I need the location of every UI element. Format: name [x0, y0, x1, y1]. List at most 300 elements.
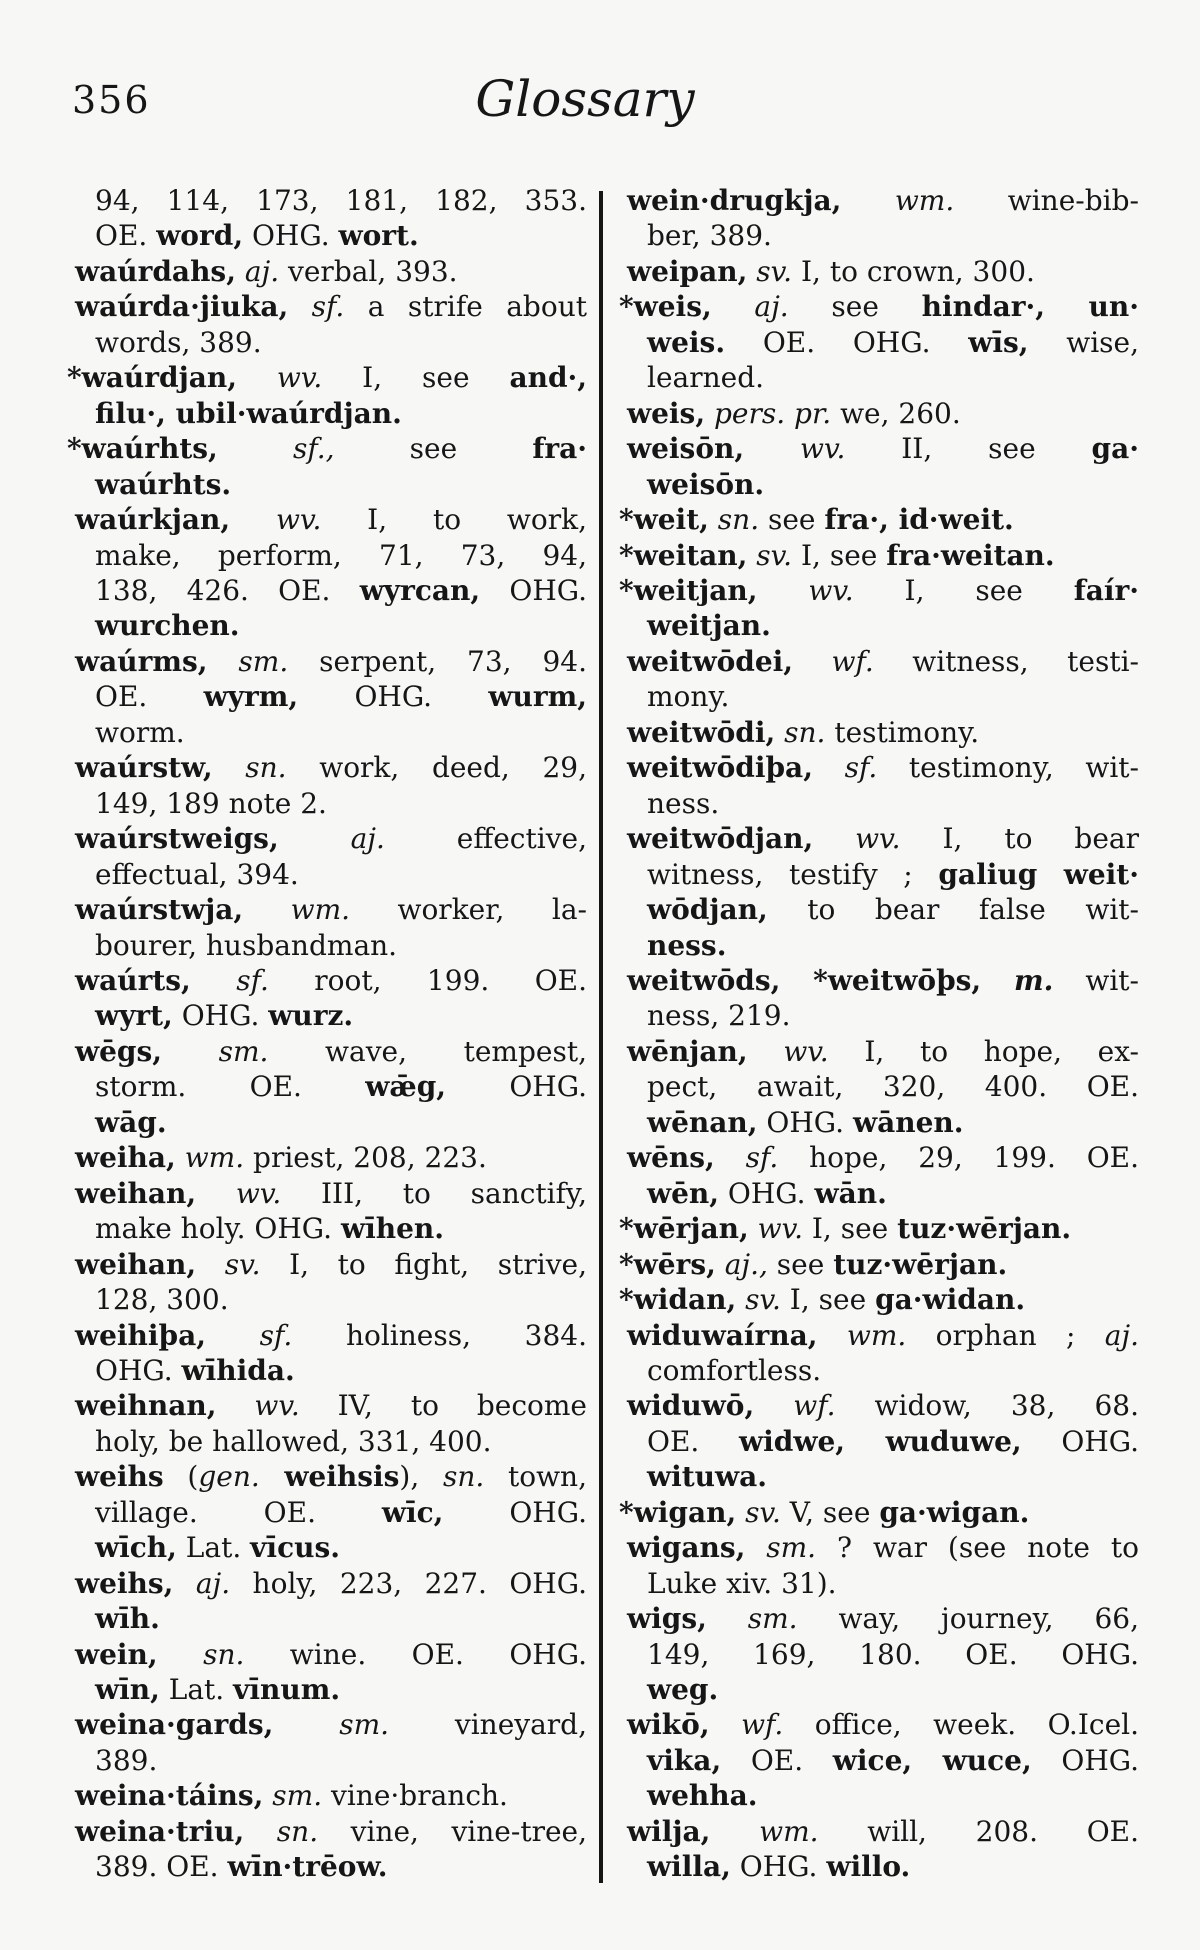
text-run: *widan,: [619, 1283, 737, 1317]
text-run: OHG.: [730, 1850, 827, 1884]
text-run: I, to crown, 300.: [792, 254, 1035, 288]
text-run: wurm,: [488, 680, 587, 714]
text-run: wort.: [338, 219, 419, 253]
glossary-line: [619, 1211, 1139, 1246]
text-run: waúrstw,: [75, 751, 213, 785]
text-run: wm.: [175, 1141, 245, 1175]
glossary-line: [627, 467, 1139, 502]
text-run: wēns,: [627, 1141, 715, 1175]
text-run: wyrm,: [203, 680, 299, 714]
glossary-line: [627, 644, 1139, 679]
text-run: weitwōdiþa,: [627, 751, 813, 785]
text-run: worker, la-: [350, 893, 587, 927]
glossary-line: [627, 218, 1139, 253]
text-run: willa,: [647, 1850, 731, 1884]
text-run: wēgs,: [75, 1034, 163, 1068]
glossary-line: [75, 183, 587, 218]
glossary-line: [627, 1637, 1139, 1672]
text-run: OE. OHG.: [725, 325, 969, 359]
glossary-line: [619, 1282, 1139, 1317]
glossary-line: [627, 1743, 1139, 1778]
text-run: I, to fight, strive,: [260, 1247, 587, 1281]
text-run: wv.: [744, 432, 846, 466]
text-run: ga·widan.: [875, 1283, 1026, 1317]
text-run: sv.: [736, 1495, 781, 1529]
glossary-line: [75, 1353, 587, 1388]
glossary-line: [75, 1459, 587, 1494]
glossary-line: [75, 998, 587, 1033]
text-run: wīch,: [95, 1531, 177, 1565]
text-run: weitwōds, *weitwōþs,: [627, 963, 982, 997]
glossary-line: [627, 892, 1139, 927]
text-run: *wērjan,: [619, 1212, 749, 1246]
text-run: wāg.: [95, 1105, 167, 1139]
text-run: holy, be hallowed, 331, 400.: [95, 1424, 492, 1458]
glossary-line: [75, 963, 587, 998]
glossary-line: [619, 1495, 1139, 1530]
text-run: weina·táins,: [75, 1779, 264, 1813]
glossary-line: [75, 1530, 587, 1565]
glossary-line: [619, 1247, 1139, 1282]
glossary-line: [627, 254, 1139, 289]
text-run: I, to work,: [321, 503, 587, 537]
text-run: weg.: [647, 1673, 719, 1707]
text-run: weihsis: [259, 1460, 400, 1494]
text-run: ga·wigan.: [879, 1495, 1030, 1529]
glossary-line: [75, 1247, 587, 1282]
text-run: hope, 29, 199. OE.: [778, 1141, 1139, 1175]
text-run: I, see: [792, 538, 887, 572]
glossary-line: [75, 502, 587, 537]
text-run: sn.: [708, 503, 760, 537]
text-run: ness, 219.: [647, 999, 791, 1033]
text-run: galiug weit·: [938, 857, 1139, 891]
page-number: 356: [72, 78, 151, 122]
text-run: waúrms,: [75, 644, 208, 678]
text-run: sm.: [745, 1531, 817, 1565]
text-run: weis,: [627, 396, 706, 430]
glossary-line: [627, 1814, 1139, 1849]
text-run: sm.: [706, 1602, 798, 1636]
text-run: wv.: [236, 361, 323, 395]
glossary-line: [75, 750, 587, 785]
text-run: IV, to become: [299, 1389, 587, 1423]
glossary-line: [75, 1282, 587, 1317]
text-run: weitwōdei,: [627, 644, 794, 678]
text-run: Lat.: [176, 1531, 251, 1565]
glossary-line: [627, 928, 1139, 963]
text-run: m.: [981, 963, 1054, 997]
text-run: tuz·wērjan.: [897, 1212, 1072, 1246]
glossary-line: [75, 1069, 587, 1104]
text-run: pect, await, 320, 400. OE.: [647, 1070, 1139, 1104]
text-run: wice, wuce,: [832, 1743, 1032, 1777]
text-run: OHG.: [243, 219, 339, 253]
glossary-line: [75, 821, 587, 856]
text-run: gen.: [198, 1460, 260, 1494]
text-run: II, see: [845, 432, 1092, 466]
text-run: wīn,: [95, 1673, 160, 1707]
text-run: wēnjan,: [627, 1034, 748, 1068]
text-run: sf.: [190, 963, 269, 997]
text-run: village. OE.: [95, 1495, 382, 1529]
text-run: vineyard,: [389, 1708, 587, 1742]
text-run: *wērs,: [619, 1247, 716, 1281]
glossary-line: [75, 1388, 587, 1423]
text-run: pers. pr.: [705, 396, 832, 430]
glossary-line: [627, 1530, 1139, 1565]
text-run: wǣg,: [365, 1070, 447, 1104]
text-run: waúrdahs,: [75, 254, 236, 288]
text-run: wōdjan,: [647, 893, 768, 927]
text-run: weihs: [75, 1460, 164, 1494]
text-run: sf.: [812, 751, 878, 785]
text-run: sv.: [747, 538, 793, 572]
text-run: office, week. O.Icel.: [783, 1708, 1139, 1742]
glossary-line: [75, 1672, 587, 1707]
text-run: 128, 300.: [95, 1283, 229, 1317]
text-run: effectual, 394.: [95, 857, 299, 891]
text-run: I, to bear: [900, 822, 1140, 856]
text-run: weipan,: [627, 254, 748, 288]
glossary-line: [627, 1353, 1139, 1388]
glossary-line: [75, 1105, 587, 1140]
text-run: ga·: [1091, 432, 1140, 466]
text-run: testimony.: [825, 715, 980, 749]
glossary-line: [75, 1495, 587, 1530]
glossary-line: [627, 715, 1139, 750]
glossary-line: [627, 1424, 1139, 1459]
text-run: a strife about: [344, 290, 587, 324]
glossary-line: [627, 679, 1139, 714]
text-run: filu·, ubil·waúrdjan.: [95, 396, 402, 430]
text-run: worm.: [95, 715, 185, 749]
glossary-line: [627, 1140, 1139, 1175]
text-run: aj.,: [715, 1247, 768, 1281]
text-run: aj.: [711, 290, 789, 324]
text-run: wīn·trēow.: [227, 1850, 388, 1884]
text-run: sf.: [206, 1318, 293, 1352]
text-run: *weit,: [619, 503, 709, 537]
glossary-line: [627, 1034, 1139, 1069]
text-run: OHG.: [1021, 1424, 1140, 1458]
text-run: wv.: [757, 573, 854, 607]
text-run: wave, tempest,: [268, 1034, 587, 1068]
text-run: wān.: [814, 1176, 887, 1210]
text-run: make holy. OHG.: [95, 1212, 341, 1246]
text-run: word,: [156, 219, 244, 253]
text-run: (: [163, 1460, 199, 1494]
text-run: fra·: [532, 432, 587, 466]
text-run: wein,: [75, 1637, 158, 1671]
text-run: ? war (see note to: [816, 1531, 1139, 1565]
text-run: orphan ;: [906, 1318, 1105, 1352]
glossary-line: [627, 857, 1139, 892]
text-run: sv.: [736, 1283, 781, 1317]
glossary-line: [75, 396, 587, 431]
text-run: *waúrhts,: [67, 432, 218, 466]
glossary-line: [627, 183, 1139, 218]
text-run: vīnum.: [233, 1673, 341, 1707]
text-run: priest, 208, 223.: [244, 1141, 487, 1175]
glossary-line: [627, 1707, 1139, 1742]
text-run: weitwōdi,: [627, 715, 776, 749]
text-run: wituwa.: [647, 1460, 768, 1494]
glossary-line: [75, 1424, 587, 1459]
glossary-line: [627, 360, 1139, 395]
glossary-line: [75, 1637, 587, 1672]
text-run: witness, testify ;: [647, 857, 939, 891]
text-run: weitwōdjan,: [627, 822, 814, 856]
text-run: *weitan,: [619, 538, 748, 572]
text-run: effective,: [384, 822, 587, 856]
glossary-line: [619, 538, 1139, 573]
text-run: we, 260.: [831, 396, 961, 430]
text-run: wīc,: [381, 1495, 444, 1529]
glossary-column-left: [67, 183, 588, 1885]
glossary-line: [75, 608, 587, 643]
text-run: waúrstweigs,: [75, 822, 279, 856]
text-run: wv.: [813, 822, 901, 856]
text-run: ber, 389.: [647, 219, 772, 253]
text-run: wigs,: [627, 1602, 707, 1636]
glossary-line: [627, 396, 1139, 431]
text-run: I, see: [853, 573, 1074, 607]
text-run: OE.: [95, 219, 157, 253]
glossary-line: [627, 1849, 1139, 1884]
text-run: waúrstwja,: [75, 893, 244, 927]
text-run: widuwaírna,: [627, 1318, 818, 1352]
text-run: wv.: [216, 1389, 300, 1423]
text-run: weihnan,: [75, 1389, 217, 1423]
text-run: wehha.: [647, 1779, 758, 1813]
text-run: mony.: [647, 680, 730, 714]
text-run: weisōn,: [627, 432, 745, 466]
glossary-line: [75, 1707, 587, 1742]
text-run: wurz.: [268, 999, 354, 1033]
text-run: OHG.: [443, 1495, 587, 1529]
glossary-line: [627, 1105, 1139, 1140]
text-run: see: [767, 1247, 834, 1281]
glossary-line: [627, 1318, 1139, 1353]
text-run: wv.: [748, 1212, 803, 1246]
text-run: root, 199. OE.: [268, 963, 587, 997]
text-run: hindar·, un·: [921, 290, 1139, 324]
text-run: wānen.: [852, 1105, 964, 1139]
text-run: weisōn.: [647, 467, 765, 501]
glossary-line: [627, 1069, 1139, 1104]
text-run: wv.: [747, 1034, 829, 1068]
text-run: ),: [399, 1460, 443, 1494]
text-run: OHG.: [719, 1176, 815, 1210]
glossary-line: [75, 573, 587, 608]
text-run: I, see: [322, 361, 510, 395]
text-run: wv.: [196, 1176, 282, 1210]
text-run: vīcus.: [250, 1531, 340, 1565]
glossary-line: [75, 1140, 587, 1175]
glossary-line: [75, 1849, 587, 1884]
text-run: tuz·wērjan.: [833, 1247, 1008, 1281]
text-run: weina·triu,: [75, 1814, 245, 1848]
glossary-line: [67, 431, 587, 466]
text-run: sn.: [212, 751, 287, 785]
text-run: sf.: [288, 290, 345, 324]
glossary-line: [75, 786, 587, 821]
text-run: weina·gards,: [75, 1708, 274, 1742]
text-run: Lat.: [159, 1673, 234, 1707]
glossary-line: [75, 644, 587, 679]
glossary-line: [627, 963, 1139, 998]
text-run: 389. OE.: [95, 1850, 228, 1884]
text-run: vine·branch.: [322, 1779, 508, 1813]
text-run: OHG.: [298, 680, 489, 714]
text-run: OHG.: [757, 1105, 853, 1139]
glossary-line: [75, 892, 587, 927]
glossary-line: [627, 1672, 1139, 1707]
text-run: OHG.: [172, 999, 269, 1033]
text-run: wīs,: [968, 325, 1029, 359]
glossary-line: [627, 750, 1139, 785]
glossary-line: [75, 1601, 587, 1636]
text-run: wf.: [709, 1708, 784, 1742]
glossary-line: [627, 786, 1139, 821]
text-run: and·,: [509, 361, 588, 395]
text-run: widwe, wuduwe,: [739, 1424, 1022, 1458]
text-run: aj.: [173, 1566, 231, 1600]
glossary-line: [619, 502, 1139, 537]
text-run: will, 208. OE.: [818, 1814, 1139, 1848]
text-run: town,: [484, 1460, 587, 1494]
text-run: make, perform, 71, 73, 94,: [95, 538, 587, 572]
text-run: wīhida.: [181, 1353, 295, 1387]
glossary-line: [75, 715, 587, 750]
text-run: to bear false wit-: [767, 893, 1139, 927]
text-run: wurchen.: [95, 609, 240, 643]
text-run: wv.: [230, 503, 322, 537]
text-run: weis.: [647, 325, 726, 359]
text-run: OHG.: [480, 573, 588, 607]
text-run: sm.: [207, 644, 289, 678]
text-run: wilja,: [627, 1814, 711, 1848]
glossary-line: [627, 325, 1139, 360]
text-run: wigans,: [627, 1531, 746, 1565]
text-run: wein·drugkja,: [627, 184, 842, 217]
text-run: I, to hope, ex-: [828, 1034, 1139, 1068]
glossary-line: [75, 679, 587, 714]
text-run: sn.: [442, 1460, 485, 1494]
text-run: Luke xiv. 31).: [647, 1566, 837, 1600]
text-run: wyrt,: [95, 999, 173, 1033]
text-run: storm. OE.: [95, 1070, 366, 1104]
text-run: widuwō,: [627, 1389, 755, 1423]
text-run: ness.: [647, 786, 720, 820]
glossary-line: [627, 1176, 1139, 1211]
text-run: waúrda·jiuka,: [75, 290, 289, 324]
text-run: wf.: [754, 1389, 836, 1423]
text-run: 149, 189 note 2.: [95, 786, 327, 820]
glossary-line: [75, 1814, 587, 1849]
text-run: sm.: [263, 1779, 323, 1813]
text-run: sv.: [196, 1247, 261, 1281]
text-run: widow, 38, 68.: [835, 1389, 1139, 1423]
text-run: OE.: [95, 680, 204, 714]
glossary-line: [75, 1211, 587, 1246]
text-run: aj.: [278, 822, 385, 856]
text-run: I, see: [802, 1212, 898, 1246]
glossary-line: [627, 1566, 1139, 1601]
glossary-line: [75, 1034, 587, 1069]
glossary-line: [627, 1778, 1139, 1813]
glossary-line: [627, 1388, 1139, 1423]
glossary-line: [627, 821, 1139, 856]
text-run: see: [759, 503, 825, 537]
page-title: Glossary: [475, 70, 695, 128]
glossary-line: [75, 289, 587, 324]
text-run: 149, 169, 180. OE. OHG.: [647, 1637, 1139, 1671]
text-run: bourer, husbandman.: [95, 928, 398, 962]
text-run: sn.: [775, 715, 826, 749]
text-run: sm.: [273, 1708, 390, 1742]
text-run: testimony, wit-: [877, 751, 1139, 785]
text-run: wine. OE. OHG.: [244, 1637, 587, 1671]
text-run: *wigan,: [619, 1495, 737, 1529]
text-run: learned.: [647, 361, 765, 395]
text-run: wm.: [841, 184, 955, 217]
text-run: weihan,: [75, 1247, 197, 1281]
text-run: *weis,: [619, 290, 712, 324]
text-run: wf.: [793, 644, 874, 678]
glossary-line: [67, 360, 588, 395]
glossary-line: [619, 289, 1139, 324]
text-run: serpent, 73, 94.: [288, 644, 587, 678]
glossary-line: [627, 998, 1139, 1033]
glossary-line: [75, 218, 587, 253]
text-run: sv.: [747, 254, 793, 288]
glossary-line: [75, 538, 587, 573]
text-run: sn.: [157, 1637, 245, 1671]
text-run: 138, 426. OE.: [95, 573, 360, 607]
text-run: verbal, 393.: [279, 254, 458, 288]
glossary-line: [75, 254, 587, 289]
text-run: sn.: [244, 1814, 319, 1848]
text-run: wyrcan,: [359, 573, 481, 607]
text-run: wise,: [1028, 325, 1139, 359]
text-run: OE.: [721, 1743, 833, 1777]
text-run: ness.: [647, 928, 727, 962]
column-divider-rule: [599, 191, 603, 1883]
glossary-line: [75, 928, 587, 963]
text-run: wm.: [817, 1318, 907, 1352]
glossary-line: [75, 1566, 587, 1601]
text-run: 94, 114, 173, 181, 182, 353.: [95, 184, 587, 217]
text-run: waúrkjan,: [75, 503, 231, 537]
text-run: aj.: [1104, 1318, 1139, 1352]
text-run: wīhen.: [340, 1212, 445, 1246]
text-run: weiha,: [75, 1141, 176, 1175]
text-run: OHG.: [1031, 1743, 1140, 1777]
text-run: OE.: [647, 1424, 740, 1458]
text-run: faír·: [1073, 573, 1140, 607]
text-run: *waúrdjan,: [67, 361, 237, 395]
text-run: wm.: [710, 1814, 819, 1848]
text-run: sf.: [714, 1141, 779, 1175]
glossary-line: [75, 1176, 587, 1211]
glossary-line: [627, 608, 1139, 643]
text-run: see: [334, 432, 533, 466]
text-run: see: [788, 290, 922, 324]
text-run: *weitjan,: [619, 573, 758, 607]
text-run: comfortless.: [647, 1353, 822, 1387]
